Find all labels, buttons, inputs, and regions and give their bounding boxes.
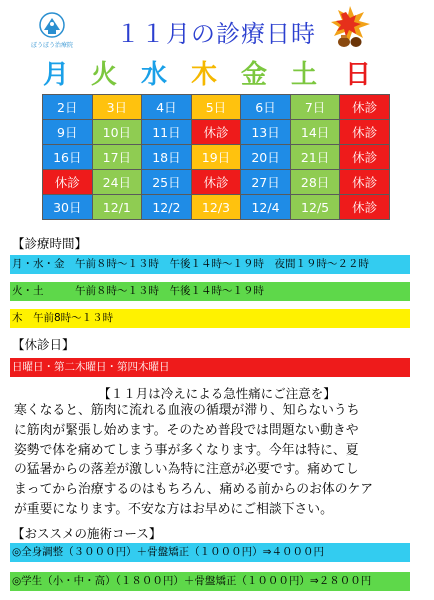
closed-heading: 【休診日】 [12,337,75,352]
notice-line: が重要になります。不安な方はお早めにご相談下さい。 [14,501,333,517]
calendar-cell-closed: 休診 [340,145,390,170]
calendar-cell-day: 14日 [290,120,340,145]
calendar-cell-day: 17日 [92,145,142,170]
calendar-week-row [43,120,390,145]
calendar-cell-day: 20日 [241,145,291,170]
calendar-cell-day: 16日 [43,145,93,170]
calendar-cell-day: 12/3 [191,195,241,220]
notice-line: の猛暑からの落差が激しい為特に注意が必要です。痛めてし [14,462,359,478]
hours-line-tue-sat: 火・土 午前８時～１３時 午後１４時～１９時 [10,282,410,301]
calendar-cell-day: 11日 [142,120,192,145]
calendar-cell-day: 18日 [142,145,192,170]
weekday-thu: 木 [190,60,217,90]
calendar-week-row [43,95,390,120]
calendar-cell-day: 12/2 [142,195,192,220]
calendar-cell-day: 13日 [241,120,291,145]
weekday-sat: 土 [290,60,317,90]
calendar-cell-day: 24日 [92,170,142,195]
calendar-cell-day: 12/1 [92,195,142,220]
notice-body [14,401,418,520]
notice-line: に筋肉が緊張し始めます。そのため普段では問題ない動きや [14,422,359,438]
closed-days-line: 日曜日・第二木曜日・第四木曜日 [10,358,410,377]
weekday-headers [0,54,434,88]
course-heading: 【おススメの施術コース】 [12,526,162,541]
calendar-cell-day: 5日 [191,95,241,120]
notice-title: 【１１月は冷えによる急性痛にご注意を】 [98,386,336,401]
calendar-cell-closed: 休診 [43,170,93,195]
course-item-student: ◎学生（小・中・高）（１８００円）＋骨盤矯正（１０００円）⇒２８００円 [10,572,410,591]
hours-heading: 【診療時間】 [12,236,88,251]
calendar-cell-closed: 休診 [340,95,390,120]
weekday-tue: 火 [90,60,117,90]
calendar-cell-day: 4日 [142,95,192,120]
autumn-leaves-icon [330,4,372,50]
calendar-cell-day: 27日 [241,170,291,195]
calendar-cell-day: 28日 [290,170,340,195]
calendar-cell-day: 10日 [92,120,142,145]
calendar-week-row [43,195,390,220]
weekday-mon: 月 [42,60,69,90]
calendar-cell-day: 12/5 [290,195,340,220]
hours-line-thu: 木 午前8時～１３時 [10,309,410,328]
calendar-cell-day: 2日 [43,95,93,120]
notice-line: 寒くなると、筋肉に流れる血液の循環が滞り、知らないうち [14,403,360,418]
calendar-cell-day: 19日 [191,145,241,170]
calendar-cell-closed: 休診 [340,170,390,195]
course-item-full-body: ◎全身調整（３０００円）＋骨盤矯正（１０００円）⇒４０００円 [10,543,410,562]
weekday-fri: 金 [240,60,267,90]
calendar-cell-day: 30日 [43,195,93,220]
calendar-cell-day: 6日 [241,95,291,120]
logo-text: ぼうぼう治療院 [30,42,73,49]
notice-line: 姿勢で体を痛めてしまう事が多くなります。今年は特に、夏 [14,442,359,458]
weekday-sun: 日 [344,60,371,90]
hours-line-mon-wed-fri: 月・水・金 午前８時～１３時 午後１４時～１９時 夜間１９時～２２時 [10,255,410,274]
calendar-cell-day: 3日 [92,95,142,120]
calendar-cell-day: 9日 [43,120,93,145]
calendar-cell-day: 25日 [142,170,192,195]
calendar-week-row [43,145,390,170]
calendar-cell-closed: 休診 [340,195,390,220]
calendar-cell-closed: 休診 [191,170,241,195]
calendar-cell-day: 7日 [290,95,340,120]
calendar-cell-day: 21日 [290,145,340,170]
notice-line: まってから治療するのはもちろん、痛める前からのお体のケア [14,482,374,498]
calendar-week-row [43,170,390,195]
page-title: １１月の診療日時 [116,20,316,48]
weekday-wed: 水 [140,60,167,90]
calendar-table [42,94,390,220]
calendar-cell-day: 12/4 [241,195,291,220]
calendar-cell-closed: 休診 [340,120,390,145]
calendar-cell-closed: 休診 [191,120,241,145]
